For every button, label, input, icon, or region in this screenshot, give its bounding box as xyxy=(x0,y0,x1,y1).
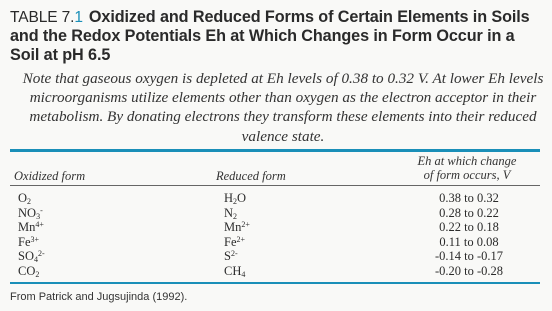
oxidized-form-cell xyxy=(18,206,45,221)
oxidized-subscript: 2 xyxy=(27,197,32,206)
top-rule xyxy=(10,149,540,152)
reduced-charge: 2+ xyxy=(241,220,250,229)
eh-column xyxy=(404,191,534,278)
eh-range-cell: -0.20 to -0.28 xyxy=(434,263,504,278)
oxidized-subscript: 2 xyxy=(35,269,40,279)
oxidized-formula: CO xyxy=(18,263,36,278)
oxidized-form-cell xyxy=(18,191,45,206)
reduced-form-cell xyxy=(224,206,250,221)
header-eh-line2: of form occurs, V xyxy=(423,168,511,182)
oxidized-formula: SO xyxy=(18,249,34,263)
eh-range-cell: 0.38 to 0.32 xyxy=(439,191,499,205)
oxidized-formula: Mn xyxy=(18,220,36,234)
oxidized-column xyxy=(18,191,45,278)
reduced-formula: N xyxy=(224,205,234,220)
reduced-form-cell xyxy=(224,235,250,250)
reduced-form-cell xyxy=(224,220,250,235)
reduced-formula: S xyxy=(224,249,231,263)
header-reduced-form: Reduced form xyxy=(216,169,286,183)
header-eh xyxy=(400,154,534,182)
reduced-subscript: 2 xyxy=(233,211,238,221)
reduced-charge: 2+ xyxy=(236,234,246,244)
table-label-prefix: TABLE 7. xyxy=(10,9,75,26)
oxidized-formula: NO xyxy=(18,205,37,220)
header-oxidized-form: Oxidized form xyxy=(14,169,86,183)
reduced-form-cell xyxy=(224,191,250,206)
table-label-number: 1 xyxy=(74,9,83,26)
header-eh-line1: Eh at which change xyxy=(417,154,517,168)
oxidized-subscript: 3 xyxy=(36,211,41,221)
table-label xyxy=(10,9,83,26)
reduced-formula: Fe xyxy=(224,234,237,249)
oxidized-form-cell xyxy=(18,264,45,279)
reduced-subscript: 4 xyxy=(241,269,246,279)
oxidized-charge: 2- xyxy=(37,249,45,258)
oxidized-form-cell xyxy=(18,220,45,235)
reduced-charge: 2- xyxy=(230,249,238,258)
reduced-subscript: 2 xyxy=(233,197,238,206)
eh-range-cell: -0.14 to -0.17 xyxy=(434,249,504,263)
eh-range-cell: 0.28 to 0.22 xyxy=(439,205,499,220)
eh-range-cell: 0.22 to 0.18 xyxy=(439,220,499,234)
reduced-formula: Mn xyxy=(224,220,242,234)
oxidized-formula: O xyxy=(18,191,28,205)
oxidized-subscript: 4 xyxy=(33,255,38,264)
header-rule xyxy=(10,185,540,186)
eh-range-cell: 0.11 to 0.08 xyxy=(439,234,499,249)
table-note: Note that gaseous oxygen is depleted at Eh levels of 0.38 to 0.32 V. At lower Eh levels microorganisms utilize elements other than oxygen as the electron acceptor in their metabolism. By donating electrons they transform these elements into their reduced valence state. xyxy=(22,70,544,145)
source-citation: From Patrick and Jugsujinda (1992). xyxy=(10,291,188,303)
table-title xyxy=(10,8,540,65)
reduced-form-cell xyxy=(224,249,250,264)
reduced-form-cell xyxy=(224,264,250,279)
bottom-rule xyxy=(10,282,540,284)
reduced-formula: CH xyxy=(224,263,242,278)
oxidized-charge: 3+ xyxy=(30,234,40,244)
table-title-text: Oxidized and Reduced Forms of Certain Elements in Soils and the Redox Potentials Eh at Which Changes in Form Occur in a Soil at pH 6.5 xyxy=(10,8,530,64)
reduced-formula-tail: O xyxy=(237,191,247,205)
oxidized-charge: 4+ xyxy=(35,220,44,229)
oxidized-form-cell xyxy=(18,249,45,264)
oxidized-formula: Fe xyxy=(18,234,31,249)
reduced-column xyxy=(224,191,250,278)
oxidized-form-cell xyxy=(18,235,45,250)
oxidized-charge: - xyxy=(40,205,43,215)
reduced-formula: H xyxy=(224,191,234,205)
